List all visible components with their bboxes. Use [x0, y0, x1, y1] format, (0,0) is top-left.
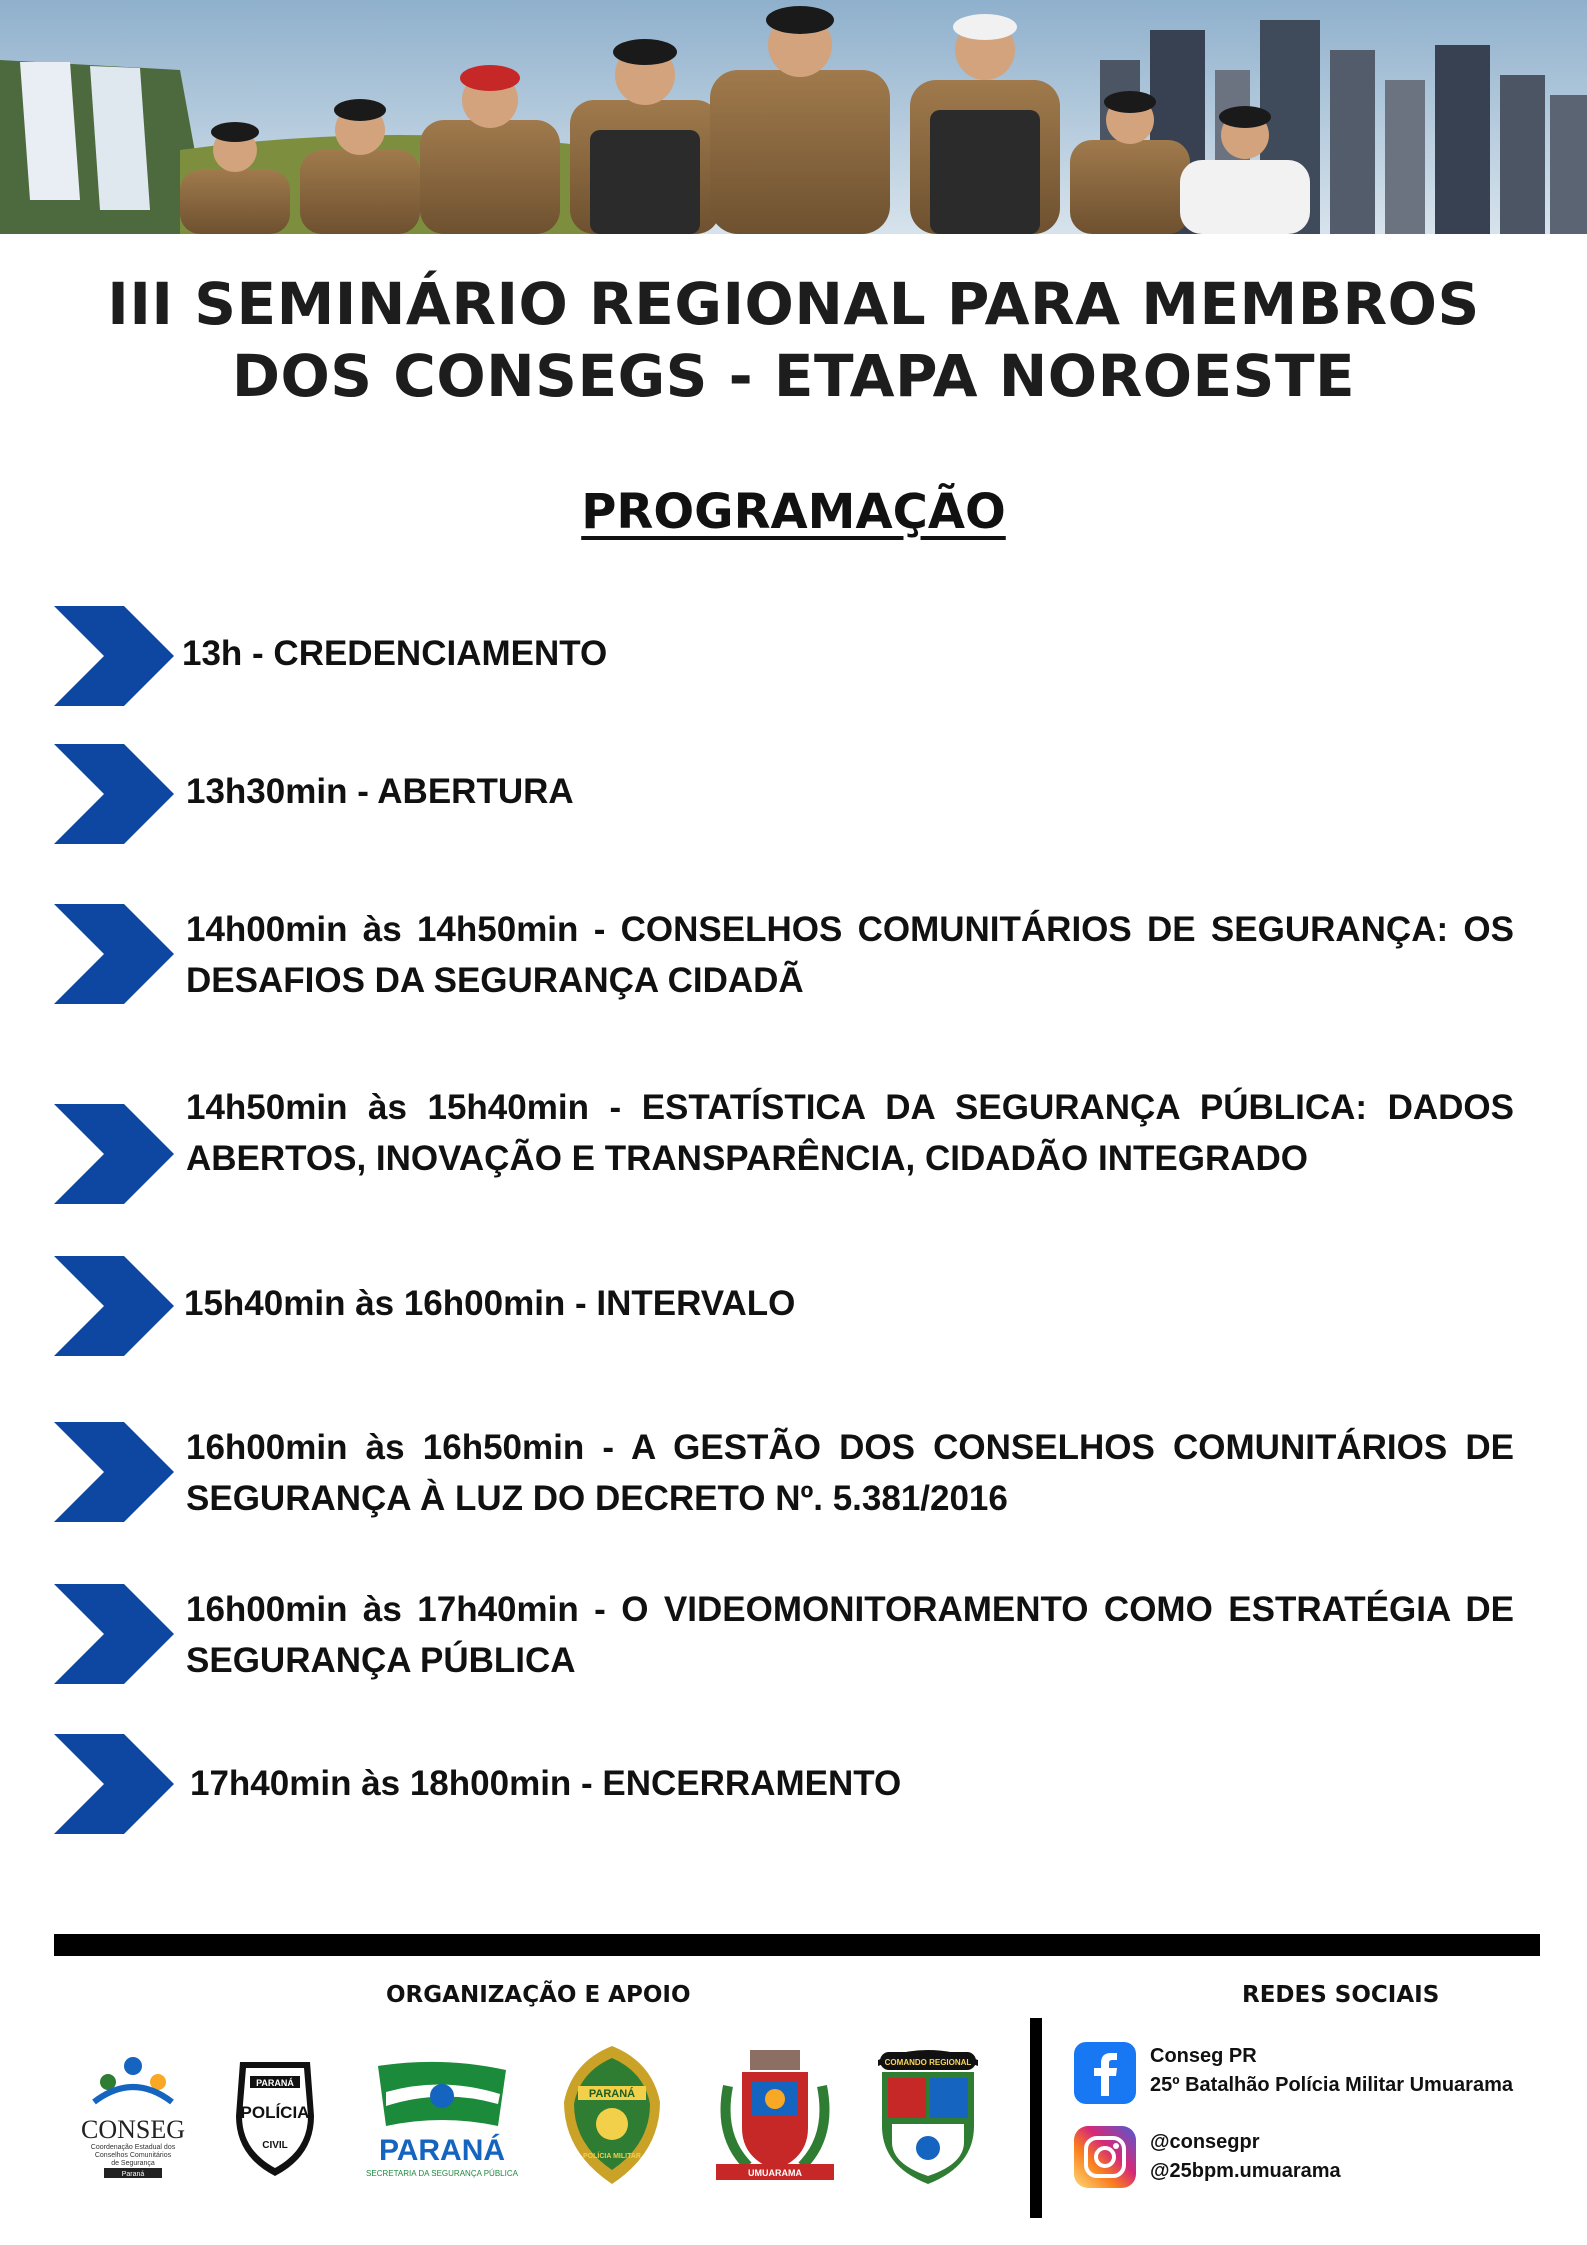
schedule-item-text: 14h50min às 15h40min - ESTATÍSTICA DA SEGURANÇA PÚBLICA: DADOS ABERTOS, INOVAÇÃO E TRANSPARÊNCIA, CIDADÃO INTEGRADO — [186, 1088, 1514, 1178]
umuarama-coat-of-arms — [708, 2046, 842, 2186]
instagram-text — [1150, 2128, 1341, 2186]
comando-ribbon: COMANDO REGIONAL — [884, 2058, 972, 2067]
chevron-right-icon — [54, 1104, 174, 1204]
chevron-right-icon — [54, 1422, 174, 1522]
header-banner-photo — [0, 0, 1587, 234]
conseg-logo-caption-3: de Segurança — [111, 2160, 155, 2167]
umuarama-ribbon: UMUARAMA — [748, 2168, 802, 2178]
instagram-handle-1[interactable]: @consegpr — [1150, 2131, 1260, 2153]
schedule-item-text: 14h00min às 14h50min - CONSELHOS COMUNITÁRIOS DE SEGURANÇA: OS DESAFIOS DA SEGURANÇA CIDADÃ — [186, 910, 1514, 1000]
policia-militar-logo — [556, 2042, 668, 2188]
schedule-item-text: 15h40min às 16h00min - INTERVALO — [184, 1284, 796, 1323]
schedule-item-text: 17h40min às 18h00min - ENCERRAMENTO — [190, 1764, 902, 1803]
social-heading: REDES SOCIAIS — [1242, 1982, 1440, 2008]
conseg-logo-caption-1: Coordenação Estadual dos — [90, 2144, 176, 2151]
schedule-item-text: 13h30min - ABERTURA — [186, 772, 574, 811]
instagram-icon[interactable] — [1074, 2126, 1136, 2188]
section-title-programacao: PROGRAMAÇÃO — [581, 484, 1006, 540]
facebook-icon[interactable] — [1074, 2042, 1136, 2104]
chevron-right-icon — [54, 1584, 174, 1684]
chevron-right-icon — [54, 1256, 174, 1356]
page-title — [0, 268, 1587, 412]
conseg-logo — [74, 2052, 192, 2180]
footer-divider — [54, 1934, 1540, 1956]
policia-logo-bottom: CIVIL — [262, 2140, 288, 2151]
schedule-item-text: 13h - CREDENCIAMENTO — [182, 634, 608, 673]
instagram-handle-2[interactable]: @25bpm.umuarama — [1150, 2160, 1341, 2182]
title-line-1: III SEMINÁRIO REGIONAL PARA MEMBROS — [107, 270, 1480, 338]
parana-logo-name: PARANÁ — [378, 2134, 506, 2167]
conseg-logo-state: Paraná — [121, 2171, 145, 2178]
schedule-item-text: 16h00min às 16h50min - A GESTÃO DOS CONSELHOS COMUNITÁRIOS DE SEGURANÇA À LUZ DO DECRETO Nº. 5.381/2016 — [186, 1428, 1514, 1518]
parana-logo-caption: SECRETARIA DA SEGURANÇA PÚBLICA — [366, 2169, 518, 2178]
chevron-right-icon — [54, 606, 174, 706]
title-line-2: DOS CONSEGS - ETAPA NOROESTE — [231, 342, 1356, 410]
facebook-page-subtitle[interactable]: 25º Batalhão Polícia Militar Umuarama — [1150, 2074, 1513, 2096]
chevron-right-icon — [54, 904, 174, 1004]
pm-logo-bottom: POLÍCIA MILITAR — [583, 2153, 641, 2160]
comando-regional-logo — [868, 2046, 988, 2188]
policia-logo-main: POLÍCIA — [240, 2103, 310, 2122]
policia-civil-logo — [230, 2056, 320, 2180]
conseg-logo-caption-2: Conselhos Comunitários — [94, 2152, 172, 2159]
parana-sesp-logo — [358, 2056, 526, 2182]
footer-vertical-divider — [1030, 2018, 1042, 2218]
schedule-item-text: 16h00min às 17h40min - O VIDEOMONITORAMENTO COMO ESTRATÉGIA DE SEGURANÇA PÚBLICA — [186, 1590, 1514, 1680]
pm-logo-top: PARANÁ — [588, 2088, 636, 2100]
facebook-page-name[interactable]: Conseg PR — [1150, 2045, 1257, 2067]
conseg-logo-name: CONSEG — [80, 2115, 186, 2144]
chevron-right-icon — [54, 744, 174, 844]
policia-logo-top: PARANÁ — [256, 2078, 294, 2088]
chevron-right-icon — [54, 1734, 174, 1834]
organization-heading: ORGANIZAÇÃO E APOIO — [386, 1982, 691, 2008]
facebook-text — [1150, 2042, 1513, 2100]
